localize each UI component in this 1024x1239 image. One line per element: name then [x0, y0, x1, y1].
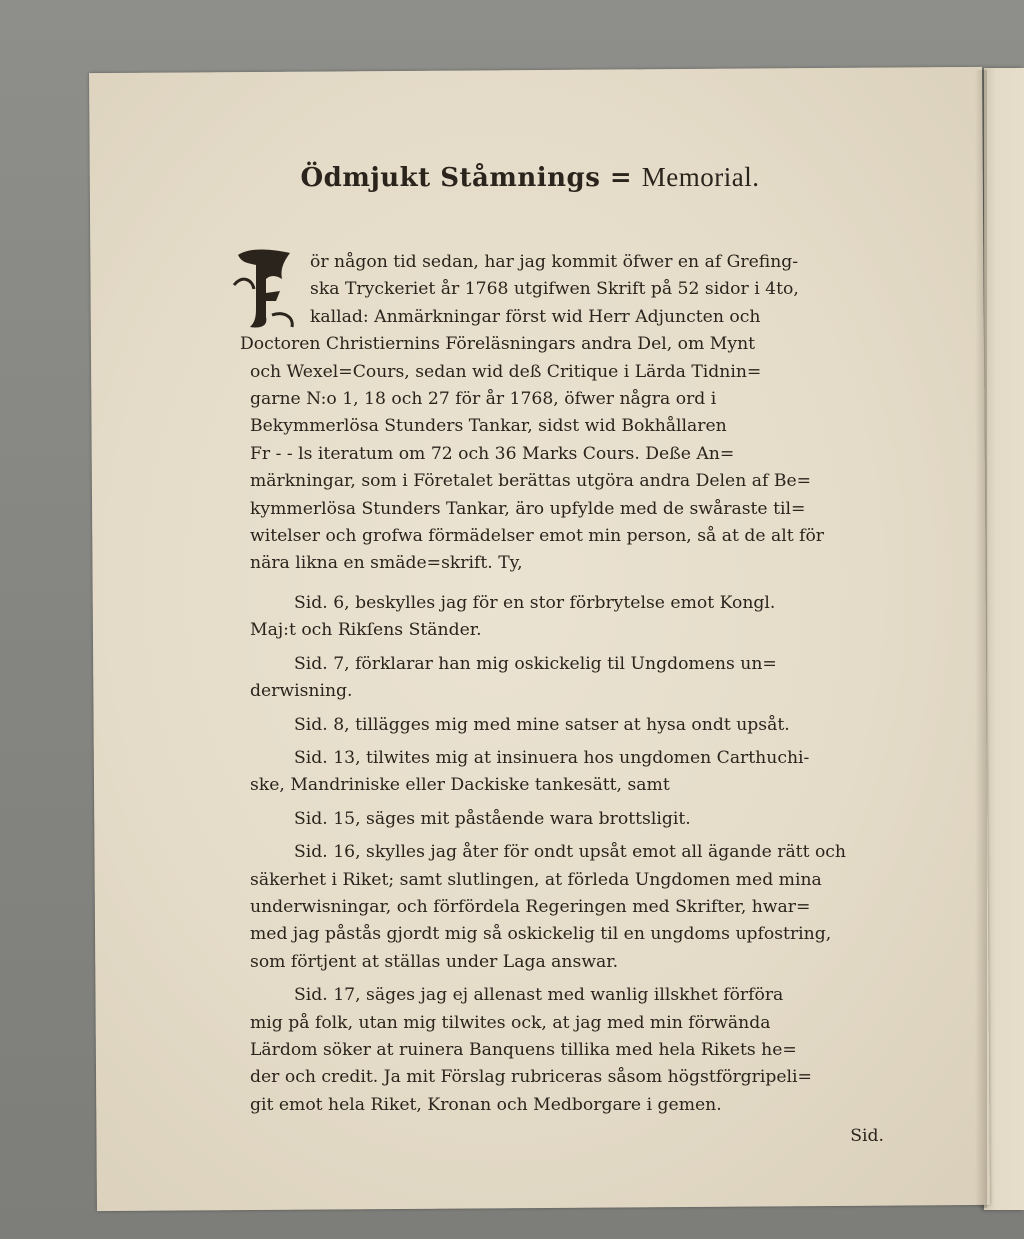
citation-item	[250, 982, 890, 1119]
text-line: Bekymmerlösa Stunders Tankar, sidst wid Bokhållaren	[250, 416, 727, 437]
text-line: och Wexel=Cours, sedan wid deß Critique i Lärda Tidnin=	[250, 361, 762, 382]
text-line: Fr - - ls iteratum om 72 och 36 Marks Cours. Deße An=	[250, 443, 735, 464]
text-line: Sid. 7, förklarar han mig oskickelig til Ungdomens un=	[294, 653, 777, 674]
citation-item	[250, 806, 890, 833]
text-line: Maj:t och Rikſens Ständer.	[250, 620, 482, 641]
citation-item	[250, 590, 890, 645]
text-line: mig på folk, utan mig tilwites ock, at jag med min förwända	[250, 1012, 771, 1033]
title-hyphen: =	[609, 163, 633, 193]
text-line: ska Tryckeriet år 1768 utgifwen Skrift på 52 sidor i 4to,	[310, 279, 799, 300]
citation-item	[250, 839, 890, 976]
text-line: Lärdom söker at ruinera Banquens tillika med hela Rikets he=	[250, 1039, 797, 1060]
text-line: Sid. 8, tillägges mig med mine satser at hysa ondt upsåt.	[294, 714, 790, 735]
text-line: Sid. 17, säges jag ej allenast med wanlig illskhet förföra	[294, 985, 784, 1006]
text-line: som förtjent at ställas under Laga answar.	[250, 951, 619, 972]
text-line: garne N:o 1, 18 och 27 för år 1768, öfwer några ord i	[250, 389, 717, 410]
text-line: Sid. 16, skylles jag åter för ondt upsåt emot all ägande rätt och	[294, 842, 847, 863]
text-line: säkerhet i Riket; samt slutlingen, at förleda Ungdomen med mina	[250, 869, 822, 890]
dropcap-letter: F	[232, 245, 233, 246]
text-line: nära likna en smäde=skrift. Ty,	[250, 553, 523, 574]
document-body	[232, 245, 890, 1151]
text-line: git emot hela Riket, Kronan och Medborgare i gemen.	[250, 1094, 722, 1115]
text-line: Sid. 6, beskylles jag för en stor förbrytelse emot Kongl.	[294, 592, 776, 613]
text-line: witelser och grofwa förmädelser emot min person, så at de alt för	[250, 526, 825, 547]
page-gutter-shadow	[975, 70, 987, 1208]
text-line: ör någon tid sedan, har jag kommit öfwer en af Grefing-	[310, 252, 799, 272]
citation-item	[250, 712, 890, 739]
catchword: Sid.	[850, 1126, 884, 1147]
page-content	[232, 162, 890, 1151]
dropcap-ornament	[232, 245, 302, 331]
page-title	[170, 162, 890, 193]
title-latin: Memorial.	[641, 162, 760, 192]
text-line: Sid. 13, tilwites mig at insinuera hos ungdomen Carthuchi-	[294, 747, 810, 768]
text-line: Doctoren Christiernins Föreläsningars andra Del, om Mynt	[240, 334, 756, 355]
text-line: märkningar, som i Företalet berättas utgöra andra Delen af Be=	[250, 471, 812, 492]
title-fraktur: Ödmjukt Ståmnings	[300, 163, 601, 193]
text-line: kallad: Anmärkningar först wid Herr Adjuncten och	[310, 306, 761, 327]
text-line: med jag påstås gjordt mig så oskickelig til en ungdoms upfostring,	[250, 924, 832, 945]
next-leaf-edge	[984, 68, 1024, 1210]
text-line: Sid. 15, säges mit påstående wara brottsligit.	[294, 808, 691, 829]
intro-paragraph	[232, 245, 890, 578]
text-line: derwisning.	[250, 681, 353, 702]
citation-item	[250, 651, 890, 706]
citation-item	[250, 745, 890, 800]
text-line: kymmerlösa Stunders Tankar, äro upfylde med de swåraste til=	[250, 498, 806, 519]
text-line: underwisningar, och förfördela Regeringen med Skrifter, hwar=	[250, 896, 811, 917]
text-line: ske, Mandriniske eller Dackiske tankesätt, samt	[250, 775, 670, 796]
text-line: der och credit. Ja mit Förslag rubriceras såsom högstförgripeli=	[250, 1067, 812, 1088]
